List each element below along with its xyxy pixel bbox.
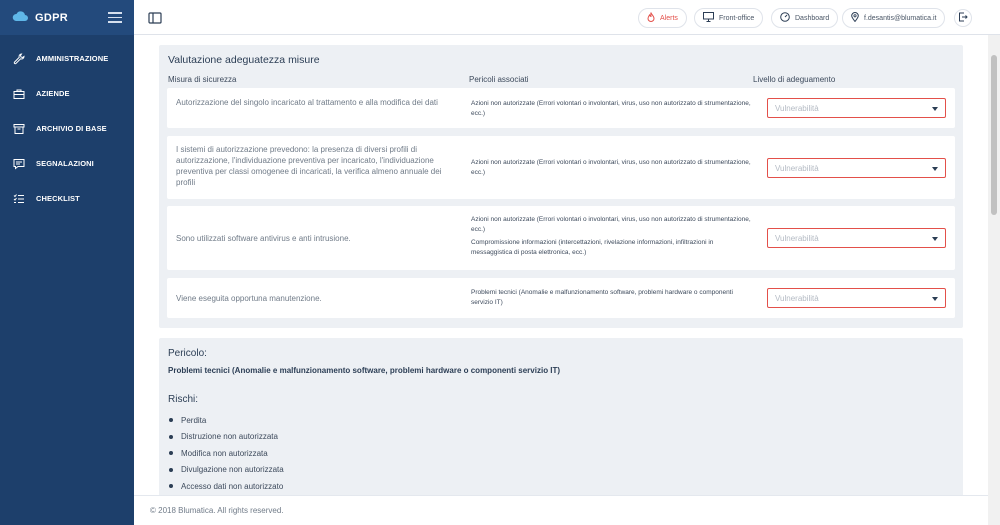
danger-name: Problemi tecnici (Anomalie e malfunzionamento software, problemi hardware o componenti servizio IT): [168, 366, 561, 375]
column-header-level: Livello di adeguamento: [753, 75, 836, 84]
caret-down-icon: [932, 297, 938, 301]
danger-list: [471, 288, 753, 307]
danger-list: [471, 99, 753, 118]
select-placeholder: Vulnerabilità: [775, 234, 819, 243]
footer: [134, 495, 988, 525]
risk-item: Accesso dati non autorizzato: [168, 478, 284, 495]
page-scrollbar[interactable]: [988, 35, 1000, 525]
measure-row: [167, 88, 955, 128]
panel-toggle-icon[interactable]: [148, 11, 162, 23]
level-select[interactable]: [767, 228, 946, 248]
dashboard-label: Dashboard: [795, 14, 830, 22]
location-pin-icon: [851, 12, 859, 24]
risk-item: Divulgazione non autorizzata: [168, 462, 284, 479]
danger-item: Problemi tecnici (Anomalie e malfunzionamento software, problemi hardware o componenti servizio IT): [471, 289, 733, 306]
brand-name: GDPR: [35, 11, 68, 24]
level-select[interactable]: [767, 288, 946, 308]
section-title: Valutazione adeguatezza misure: [168, 54, 320, 66]
sidebar-nav: [0, 41, 134, 216]
danger-list: [471, 215, 753, 257]
measure-text: Viene eseguita opportuna manutenzione.: [176, 294, 322, 303]
measure-text: Autorizzazione del singolo incaricato al trattamento e alla modifica dei dati: [176, 98, 438, 107]
sidebar: [0, 0, 134, 525]
danger-item: Azioni non autorizzate (Errori volontari o involontari, virus, uso non autorizzato di strumentazione, ecc.): [471, 159, 751, 176]
select-placeholder: Vulnerabilità: [775, 164, 819, 173]
sidebar-item-label: AMMINISTRAZIONE: [36, 54, 109, 63]
column-header-dangers: Pericoli associati: [469, 75, 529, 84]
danger-item: Azioni non autorizzate (Errori volontari o involontari, virus, uso non autorizzato di strumentazione, ecc.): [471, 216, 751, 233]
main-content: [134, 35, 988, 495]
logout-icon: [958, 9, 968, 27]
measure-row: [167, 278, 955, 318]
pericolo-card: [159, 338, 963, 495]
risk-item: Distruzione non autorizzata: [168, 429, 284, 446]
alerts-button[interactable]: [638, 8, 687, 28]
menu-toggle-icon[interactable]: [108, 12, 122, 23]
danger-item: Compromissione informazioni (intercettazioni, rivelazione informazioni, infiltrazioni in messaggistica di posta elettronica, ecc.): [471, 239, 714, 256]
cloud-logo-icon: [12, 9, 30, 27]
level-select[interactable]: [767, 98, 946, 118]
topbar: [134, 0, 1000, 35]
risk-list: [168, 412, 284, 495]
sidebar-item-checklist[interactable]: [0, 181, 134, 216]
brand: [0, 0, 134, 35]
valutazione-card: [159, 45, 963, 328]
sidebar-item-label: AZIENDE: [36, 89, 70, 98]
danger-list: [471, 158, 753, 177]
front-office-button[interactable]: [694, 8, 763, 28]
sidebar-item-label: ARCHIVIO DI BASE: [36, 124, 107, 133]
checklist-icon: [12, 192, 26, 206]
briefcase-icon: [12, 87, 26, 101]
sidebar-item-label: SEGNALAZIONI: [36, 159, 94, 168]
brand-logo[interactable]: [12, 9, 68, 27]
level-select[interactable]: [767, 158, 946, 178]
measure-text: Sono utilizzati software antivirus e anti intrusione.: [176, 234, 351, 243]
measure-row: [167, 206, 955, 270]
message-icon: [12, 157, 26, 171]
column-header-measure: Misura di sicurezza: [168, 75, 237, 84]
wrench-icon: [12, 52, 26, 66]
fire-icon: [647, 12, 655, 24]
measure-text: I sistemi di autorizzazione prevedono: la presenza di diversi profili di autorizzazione, l'individuazione preventiva per incaricato, l'individuazione preventiva per classi omogenee di incaricati, la verifica almeno annuale dei profili: [176, 145, 442, 187]
caret-down-icon: [932, 167, 938, 171]
risks-label: Rischi:: [168, 394, 199, 405]
monitor-icon: [703, 12, 714, 24]
sidebar-item-archivio[interactable]: [0, 111, 134, 146]
danger-label: Pericolo:: [168, 348, 207, 359]
danger-item: Azioni non autorizzate (Errori volontari o involontari, virus, uso non autorizzato di strumentazione, ecc.): [471, 100, 751, 117]
dashboard-button[interactable]: [771, 8, 838, 28]
select-placeholder: Vulnerabilità: [775, 294, 819, 303]
measure-row: [167, 136, 955, 199]
archive-icon: [12, 122, 26, 136]
sidebar-item-aziende[interactable]: [0, 76, 134, 111]
sidebar-item-amministrazione[interactable]: [0, 41, 134, 76]
sidebar-item-segnalazioni[interactable]: [0, 146, 134, 181]
dashboard-gauge-icon: [780, 12, 790, 24]
select-placeholder: Vulnerabilità: [775, 104, 819, 113]
risk-item: Modifica non autorizzata: [168, 445, 284, 462]
logout-button[interactable]: [954, 9, 972, 27]
caret-down-icon: [932, 237, 938, 241]
alerts-label: Alerts: [660, 14, 678, 22]
sidebar-item-label: CHECKLIST: [36, 194, 80, 203]
scrollbar-thumb[interactable]: [991, 55, 997, 215]
front-office-label: Front-office: [719, 14, 755, 22]
user-menu-button[interactable]: [842, 8, 945, 28]
caret-down-icon: [932, 107, 938, 111]
risk-item: Perdita: [168, 412, 284, 429]
copyright: © 2018 Blumatica. All rights reserved.: [150, 506, 284, 515]
user-email: f.desantis@blumatica.it: [864, 14, 937, 22]
